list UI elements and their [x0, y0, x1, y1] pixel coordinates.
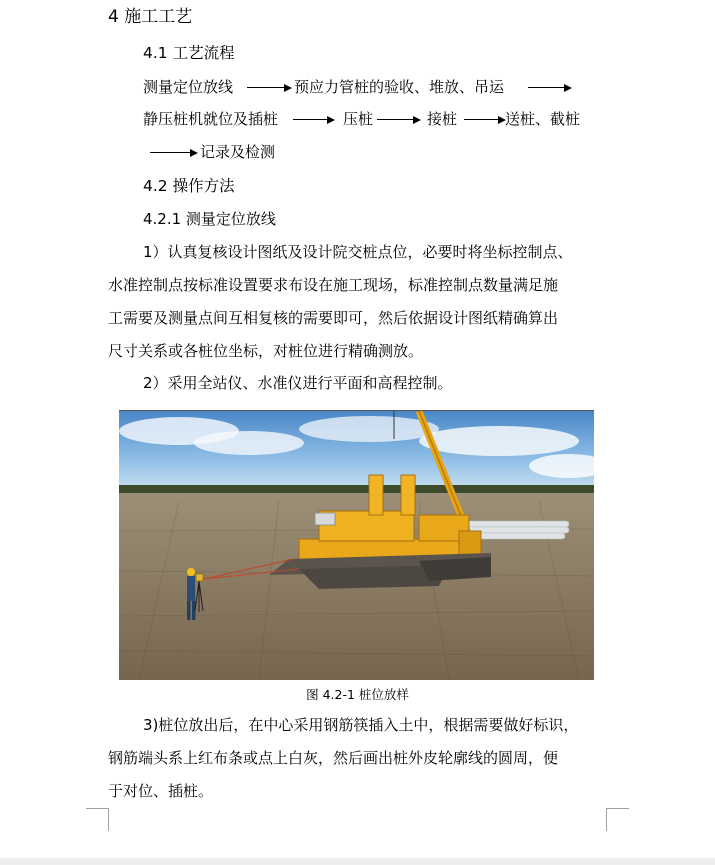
paragraph-3-line-1: 3)桩位放出后，在中心采用钢筋筷插入土中，根据需要做好标识， [143, 716, 579, 734]
flow-arrow-2 [528, 83, 572, 93]
paragraph-2-line-1: 2）采用全站仪、水准仪进行平面和高程控制。 [143, 374, 453, 392]
section-heading-4-2-1: 4.2.1 测量定位放线 [143, 210, 276, 228]
paragraph-1-line-1: 1）认真复核设计图纸及设计院交桩点位，必要时将坐标控制点、 [143, 243, 573, 261]
flow-step-4: 压桩 [343, 110, 374, 128]
section-heading-4-2: 4.2 操作方法 [143, 177, 235, 195]
flow-step-1: 测量定位放线 [143, 78, 234, 96]
flow-step-5: 接桩 [427, 110, 458, 128]
margin-corner-mark-left [86, 808, 109, 831]
flow-step-6: 送桩、截桩 [505, 110, 581, 128]
pile-layout-photo [119, 410, 594, 680]
flow-arrow-3 [293, 115, 335, 125]
flow-step-3: 静压桩机就位及插桩 [143, 110, 279, 128]
flow-arrow-6 [150, 148, 198, 158]
chapter-heading: 4 施工工艺 [108, 7, 193, 27]
margin-corner-mark-right [606, 808, 629, 831]
paragraph-1-line-4: 尺寸关系或各桩位坐标，对桩位进行精确测放。 [108, 342, 424, 360]
paragraph-1-line-2: 水准控制点按标准设置要求布设在施工现场，标准控制点数量满足施 [108, 276, 559, 294]
paragraph-1 [108, 236, 608, 368]
paragraph-1-line-3: 工需要及测量点间互相复核的需要即可，然后依据设计图纸精确算出 [108, 309, 559, 327]
flow-arrow-1 [247, 83, 292, 93]
section-heading-4-1: 4.1 工艺流程 [143, 44, 235, 62]
figure-caption: 图 4.2-1 桩位放样 [306, 687, 409, 702]
flow-arrow-4 [377, 115, 421, 125]
flow-step-2: 预应力管桩的验收、堆放、吊运 [294, 78, 505, 96]
paragraph-2 [108, 367, 608, 400]
flow-arrow-5 [464, 115, 506, 125]
paragraph-3-line-2: 钢筋端头系上红布条或点上白灰，然后画出桩外皮轮廓线的圆周，便 [108, 749, 559, 767]
flow-step-7: 记录及检测 [200, 143, 276, 161]
page-bottom-edge [0, 858, 715, 865]
paragraph-3 [108, 709, 608, 808]
paragraph-3-line-3: 于对位、插桩。 [108, 782, 214, 800]
